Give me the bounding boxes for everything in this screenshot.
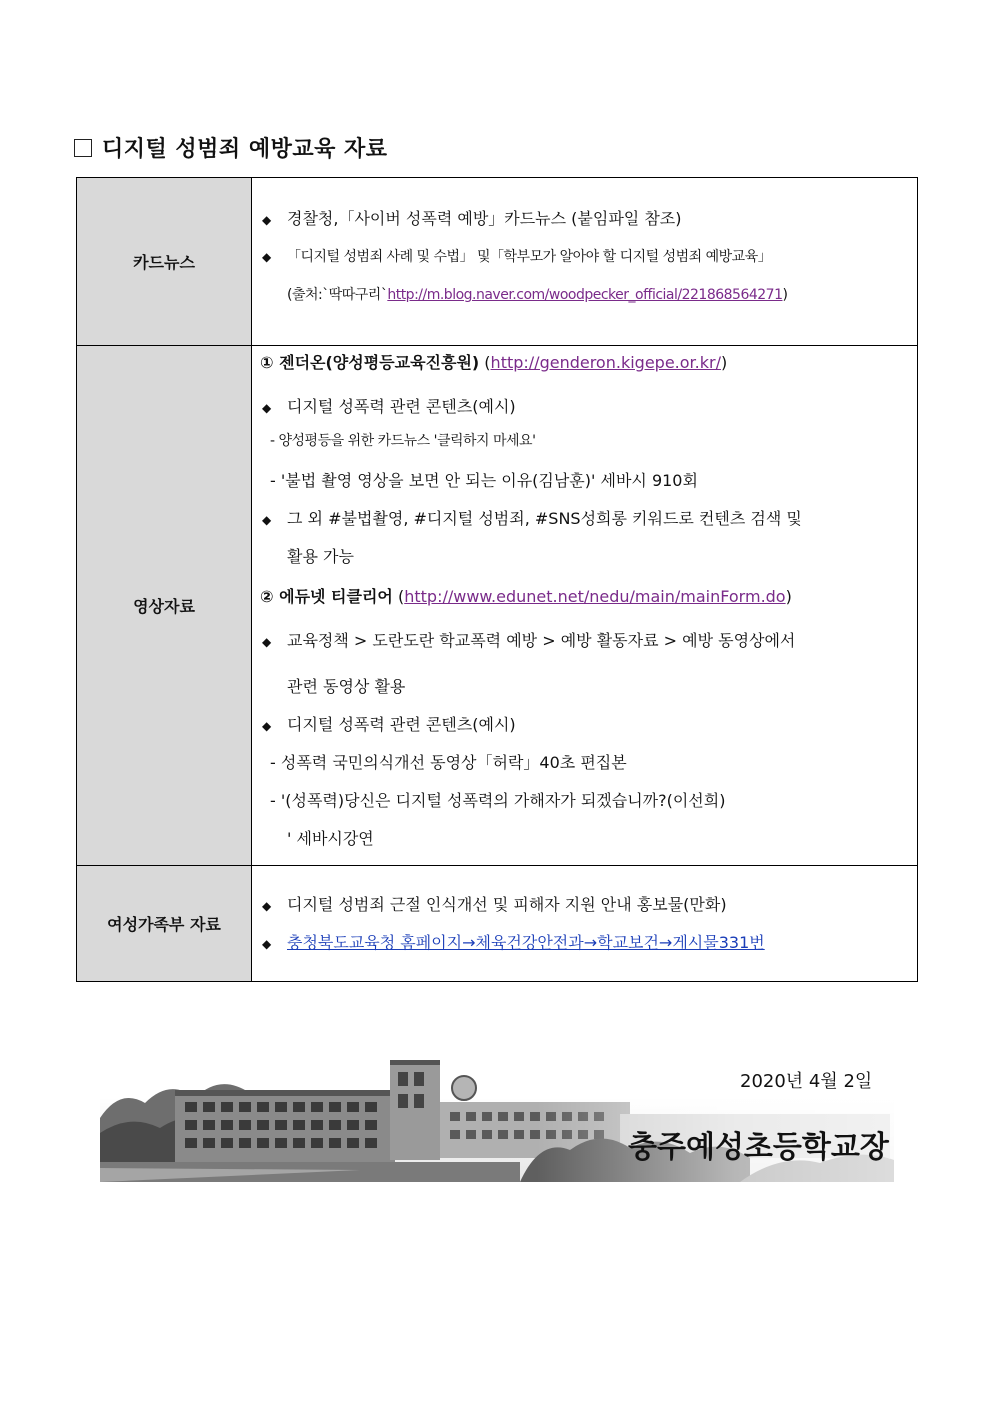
list-item: ◆ 교육정책 > 도란도란 학교폭력 예방 > 예방 활동자료 > 예방 동영상에서 <box>262 631 796 650</box>
list-item: - '(성폭력)당신은 디지털 성폭력의 가해자가 되겠습니까?(이선희) <box>270 791 726 810</box>
list-item-continued: ' 세바시강연 <box>287 829 374 848</box>
edunet-link[interactable]: http://www.edunet.net/nedu/main/mainForm.do <box>404 587 786 606</box>
row-label-cardnews: 카드뉴스 <box>77 178 252 346</box>
section-genderon: ① 젠더온(양성평등교육진흥원) (http://genderon.kigepe.or.kr/) <box>260 353 728 372</box>
diamond-bullet-icon: ◆ <box>262 899 272 913</box>
list-item-continued: 활용 가능 <box>287 547 354 566</box>
blog-link[interactable]: http://m.blog.naver.com/woodpecker_official/221868564271 <box>387 287 783 303</box>
diamond-bullet-icon: ◆ <box>262 250 271 264</box>
diamond-bullet-icon: ◆ <box>262 937 272 951</box>
document-title-text: 디지털 성범죄 예방교육 자료 <box>102 137 388 162</box>
row-content-cardnews <box>252 178 918 346</box>
genderon-link[interactable]: http://genderon.kigepe.or.kr/ <box>490 353 721 372</box>
row-content-video <box>252 346 918 866</box>
list-item: ◆ 디지털 성범죄 근절 인식개선 및 피해자 지원 안내 홍보물(만화) <box>262 895 727 914</box>
row-label-ministry: 여성가족부 자료 <box>77 866 252 982</box>
list-item: ◆ 그 외 #불법촬영, #디지털 성범죄, #SNS성희롱 키워드로 컨텐츠 검색 및 <box>262 509 802 528</box>
table-row-video <box>77 346 918 866</box>
list-item: - 성폭력 국민의식개선 동영상「허락」40초 편집본 <box>270 753 627 772</box>
list-item: ◆ 경찰청,「사이버 성폭력 예방」카드뉴스 (붙임파일 참조) <box>262 209 682 228</box>
table-row-ministry <box>77 866 918 982</box>
list-item-continued: 관련 동영상 활용 <box>287 677 406 696</box>
empty-square-icon <box>74 139 92 157</box>
list-item: ◆ 디지털 성폭력 관련 콘텐츠(예시) <box>262 715 516 734</box>
diamond-bullet-icon: ◆ <box>262 719 272 733</box>
row-label-video: 영상자료 <box>77 346 252 866</box>
diamond-bullet-icon: ◆ <box>262 635 272 649</box>
row-content-ministry <box>252 866 918 982</box>
list-item: - 양성평등을 위한 카드뉴스 '클릭하지 마세요' <box>270 433 536 449</box>
list-item: - '불법 촬영 영상을 보면 안 되는 이유(김남훈)' 세바시 910회 <box>270 471 698 490</box>
document-date: 2020년 4월 2일 <box>740 1071 873 1092</box>
section-edunet: ② 에듀넷 티클리어 (http://www.edunet.net/nedu/main/mainForm.do) <box>260 587 792 606</box>
source-line: (출처:`딱따구리`http://m.blog.naver.com/woodpecker_official/221868564271) <box>287 287 788 303</box>
diamond-bullet-icon: ◆ <box>262 401 272 415</box>
school-principal-signature: 충주예성초등학교장 <box>628 1130 889 1165</box>
diamond-bullet-icon: ◆ <box>262 513 272 527</box>
resource-table <box>76 177 918 982</box>
list-item: ◆ 디지털 성폭력 관련 콘텐츠(예시) <box>262 397 516 416</box>
list-item: ◆ 「디지털 성범죄 사례 및 수법」 및「학부모가 알아야 할 디지털 성범죄 예방교육」 <box>262 249 772 265</box>
table-row-cardnews <box>77 178 918 346</box>
diamond-bullet-icon: ◆ <box>262 213 272 227</box>
list-item <box>260 930 907 968</box>
ministry-board-link[interactable]: 충청북도교육청 홈페이지→체육건강안전과→학교보건→게시물331번 <box>287 933 765 952</box>
document-title <box>74 132 388 163</box>
